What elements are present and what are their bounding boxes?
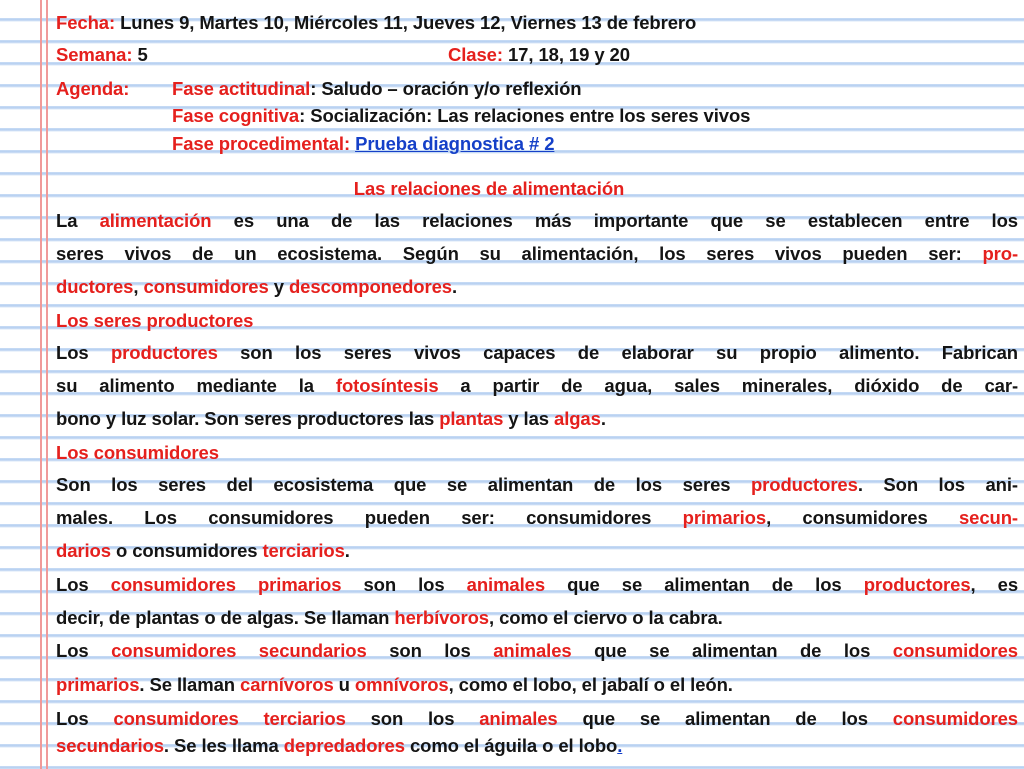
text-run: a partir de agua, sales minerales, dióxido de car-	[438, 375, 1018, 396]
consumidores-line-3	[56, 540, 350, 562]
highlight: fotosíntesis	[335, 375, 439, 396]
trailing-link-period[interactable]: .	[617, 735, 623, 756]
text-run: son los	[341, 574, 467, 595]
text-run: son los	[345, 708, 480, 729]
highlight: descomponedores	[288, 276, 452, 297]
consumidores-line-1	[56, 474, 1018, 500]
highlight: animales	[493, 640, 572, 661]
text-run: que se alimentan de los	[557, 708, 893, 729]
text-run: .	[451, 276, 458, 297]
text-run: o consumidores	[110, 540, 263, 561]
text-run: y	[268, 276, 289, 297]
text-run: son los	[366, 640, 494, 661]
highlight: herbívoros	[394, 607, 489, 628]
fecha-value: Lunes 9, Martes 10, Miércoles 11, Jueves 12, Viernes 13 de febrero	[120, 12, 697, 33]
agenda-label-text: Agenda:	[56, 78, 130, 99]
text-run: , como el lobo, el jabalí o el león.	[448, 674, 733, 695]
intro-line-3	[56, 276, 457, 298]
highlight: consumidores primarios	[110, 574, 342, 595]
clase-label: Clase:	[448, 44, 503, 65]
agenda-text: Socialización: Las relaciones entre los seres vivos	[305, 105, 751, 126]
highlight: secundarios	[56, 735, 164, 756]
text-run: . Se llaman	[139, 674, 241, 695]
primarios-line-2	[56, 607, 723, 629]
text-run: . Son los ani-	[857, 474, 1018, 495]
secundarios-line-2	[56, 674, 733, 696]
prueba-diagnostica-link[interactable]: Prueba diagnostica # 2	[355, 133, 555, 154]
text-run: Son los seres del ecosistema que se alimentan de los seres	[56, 474, 751, 495]
semana-label: Semana:	[56, 44, 133, 65]
margin-line-right	[46, 0, 48, 769]
highlight: omnívoros	[354, 674, 449, 695]
agenda-text: Saludo – oración y/o reflexión	[316, 78, 582, 99]
text-run: que se alimentan de los	[571, 640, 893, 661]
text-run: Los	[56, 342, 111, 363]
highlight: plantas	[439, 408, 504, 429]
text-run: .	[344, 540, 350, 561]
text-run: , es	[970, 574, 1018, 595]
clase-value: 17, 18, 19 y 20	[507, 44, 630, 65]
text-run: Los	[56, 640, 112, 661]
text-run: seres vivos de un ecosistema. Según su alimentación, los seres vivos pueden ser:	[56, 243, 983, 264]
text-run: son los seres vivos capaces de elaborar su propio alimento. Fabrican	[217, 342, 1018, 363]
primarios-line-1	[56, 574, 1018, 600]
text-run: es una de las relaciones más importante que se establecen entre los	[211, 210, 1018, 231]
fecha-line	[56, 12, 696, 34]
text-run: su alimento mediante la	[56, 375, 336, 396]
agenda-label	[56, 78, 129, 100]
agenda-phase: Fase procedimental	[172, 133, 344, 154]
agenda-item-procedimental	[172, 133, 554, 155]
highlight: consumidores	[892, 708, 1018, 729]
agenda-sep: :	[343, 133, 351, 154]
section-title: Las relaciones de alimentación	[353, 178, 625, 199]
highlight: algas	[554, 408, 601, 429]
highlight: productores	[750, 474, 858, 495]
highlight: secun-	[958, 507, 1018, 528]
highlight: productores	[110, 342, 218, 363]
heading-consumidores: Los consumidores	[56, 442, 219, 463]
secundarios-line-1	[56, 640, 1018, 666]
text-run: ,	[133, 276, 144, 297]
text-run: decir, de plantas o de algas. Se llaman	[56, 607, 395, 628]
highlight: animales	[466, 574, 546, 595]
text-run: Los	[56, 708, 114, 729]
text-run: bono y luz solar. Son seres productores las	[56, 408, 440, 429]
agenda-phase: Fase cognitiva	[172, 105, 300, 126]
intro-line-2	[56, 243, 1018, 269]
agenda-item-cognitiva	[172, 105, 750, 127]
agenda-phase: Fase actitudinal	[172, 78, 311, 99]
agenda-item-actitudinal	[172, 78, 582, 100]
semana-value: 5	[137, 44, 148, 65]
highlight: pro-	[982, 243, 1018, 264]
productores-line-1	[56, 342, 1018, 368]
text-run: u	[333, 674, 355, 695]
text-run: .	[600, 408, 606, 429]
highlight: darios	[56, 540, 111, 561]
text-run: , como el ciervo o la cabra.	[489, 607, 723, 628]
text-run: males. Los consumidores pueden ser: consumidores	[56, 507, 683, 528]
highlight: animales	[479, 708, 558, 729]
highlight: consumidores secundarios	[111, 640, 367, 661]
text-run: . Se les llama	[163, 735, 284, 756]
terciarios-line-1	[56, 708, 1018, 734]
fecha-label: Fecha:	[56, 12, 116, 33]
intro-line-1	[56, 210, 1018, 236]
highlight: primarios	[682, 507, 767, 528]
highlight: consumidores	[892, 640, 1018, 661]
text-run: que se alimentan de los	[545, 574, 864, 595]
heading-productores: Los seres productores	[56, 310, 254, 331]
highlight: consumidores terciarios	[113, 708, 346, 729]
text-run: y las	[503, 408, 554, 429]
productores-line-2	[56, 375, 1018, 401]
highlight: alimentación	[99, 210, 212, 231]
highlight: terciarios	[262, 540, 345, 561]
agenda-sep: :	[299, 105, 306, 126]
highlight: depredadores	[283, 735, 405, 756]
text-run: La	[56, 210, 100, 231]
consumidores-line-2	[56, 507, 1018, 533]
highlight: primarios	[56, 674, 140, 695]
agenda-sep: :	[310, 78, 317, 99]
productores-line-3	[56, 408, 606, 430]
text-run: , consumidores	[766, 507, 959, 528]
highlight: productores	[863, 574, 971, 595]
terciarios-line-2	[56, 735, 622, 757]
clase-line	[448, 44, 630, 66]
margin-line-left	[40, 0, 42, 769]
text-run: Los	[56, 574, 111, 595]
highlight: ductores	[56, 276, 134, 297]
semana-line	[56, 44, 148, 66]
highlight: consumidores	[143, 276, 269, 297]
text-run: como el águila o el lobo	[404, 735, 618, 756]
highlight: carnívoros	[240, 674, 334, 695]
